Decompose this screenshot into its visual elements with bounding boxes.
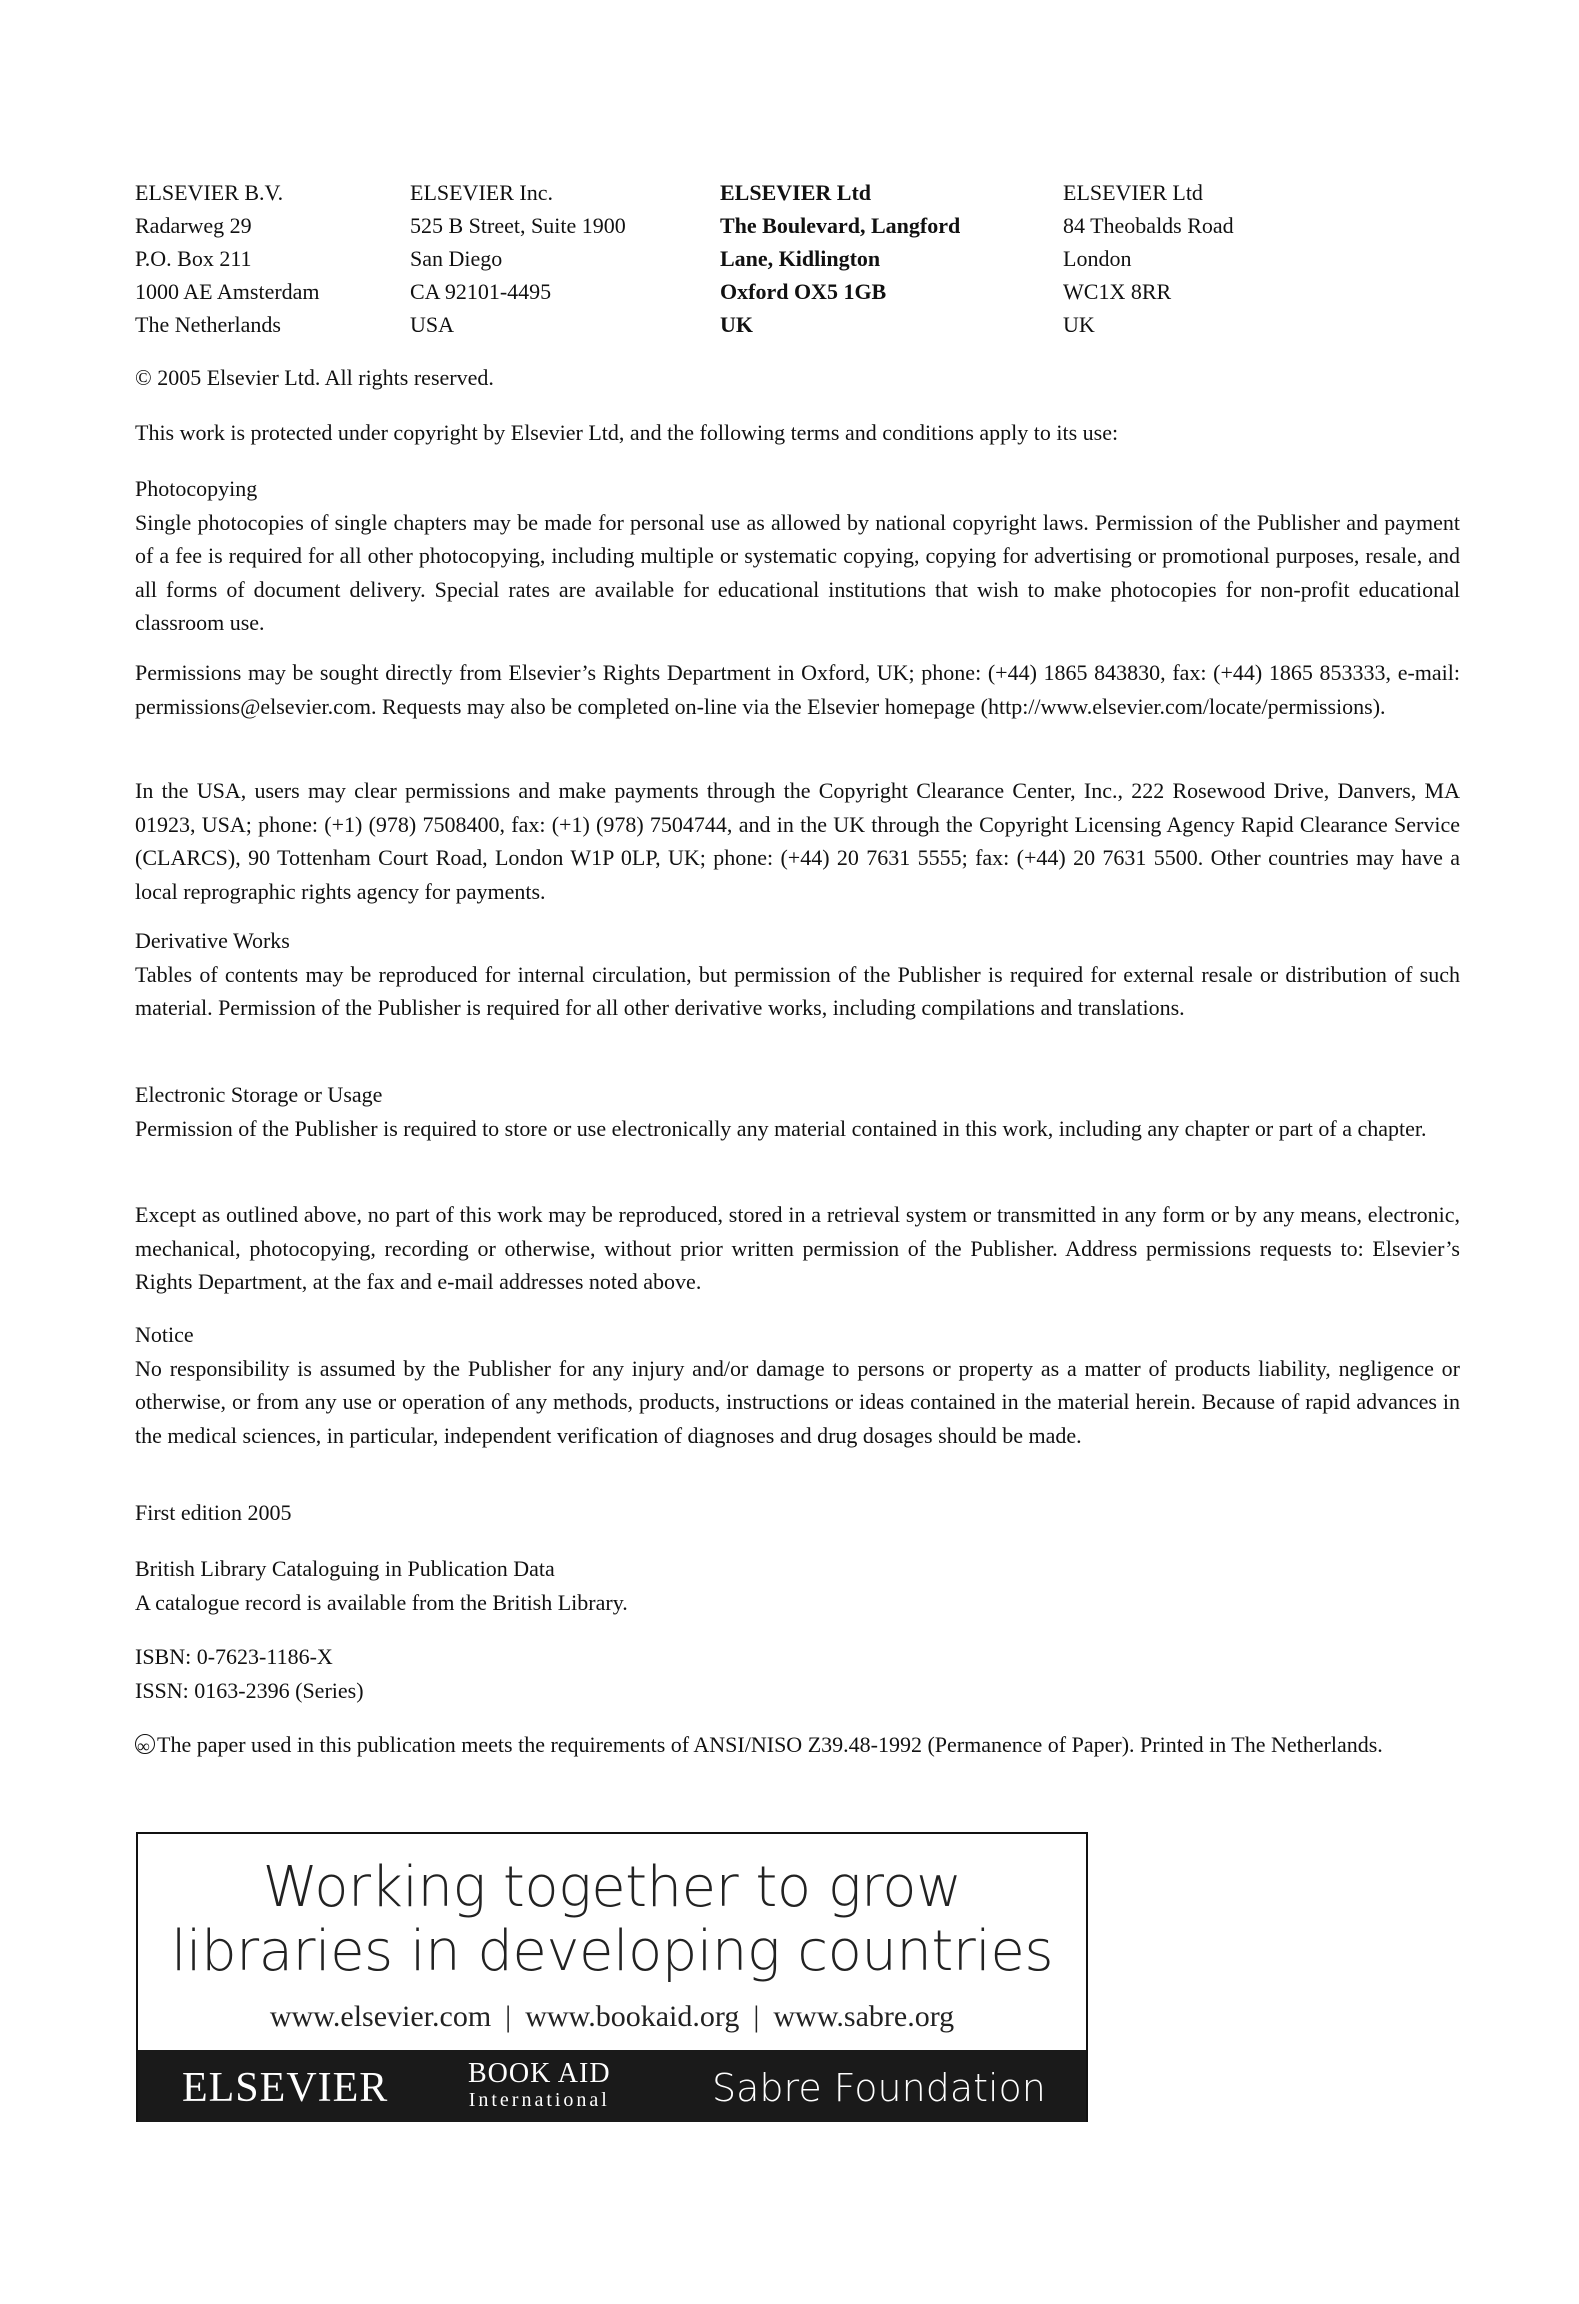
address-line: ELSEVIER Ltd [720,180,872,205]
url-separator: | [753,2000,760,2033]
banner-urls [138,2000,1086,2034]
section-text: Tables of contents may be reproduced for internal circulation, but permission of the Publisher is required for external resale or distribution of such material. Permission of the Publisher is required for all other derivative works, including compilations and translations. [135,961,1460,1020]
address-line: Lane, Kidlington [720,246,881,271]
identifiers [135,1640,1460,1707]
address-amsterdam [135,176,320,341]
elsevier-logo: ELSEVIER [182,2065,389,2111]
section-text: No responsibility is assumed by the Publisher for any injury and/or damage to persons or property as a matter of products liability, negligence or otherwise, or from any use or operation of any methods, products, instructions or ideas contained in the material herein. Because of rapid advances in the medical sciences, in particular, independent verification of diagnoses and drug dosages should be made. [135,1355,1460,1448]
address-line: UK [720,312,753,337]
address-line: Radarweg 29 [135,213,252,238]
derivative-section [135,924,1460,1025]
permanent-paper-icon [135,1734,155,1754]
address-line: 1000 AE Amsterdam [135,279,320,304]
notice-section [135,1318,1460,1452]
isbn: ISBN: 0-7623-1186-X [135,1644,333,1669]
bookaid-logo [468,2060,611,2112]
intro-paragraph: This work is protected under copyright by Elsevier Ltd, and the following terms and conditions apply to its use: [135,420,1119,445]
url-sabre[interactable]: www.sabre.org [773,2000,955,2033]
permissions-paragraph: Permissions may be sought directly from Elsevier’s Rights Department in Oxford, UK; phone: (+44) 1865 843830, fax: (+44) 1865 853333, e-mail: permissions@elsevier.com. Requests may also be completed on-line via the Elsevier homepage (http://www.elsevier.com/locate/permissions). [135,660,1460,719]
address-london [1063,176,1234,341]
address-line: San Diego [410,246,503,271]
cip-line: A catalogue record is available from the British Library. [135,1589,628,1615]
issn: ISSN: 0163-2396 (Series) [135,1677,364,1703]
edition-line: First edition 2005 [135,1500,292,1525]
except-paragraph: Except as outlined above, no part of this work may be reproduced, stored in a retrieval system or transmitted in any form or by any means, electronic, mechanical, photocopying, recording or otherwise, without prior written permission of the Publisher. Address permissions requests to: Elsevier’s Rights Department, at the fax and e-mail addresses noted above. [135,1202,1460,1294]
address-line: ELSEVIER B.V. [135,180,284,205]
address-line: The Netherlands [135,312,281,337]
book-aid-banner [136,1832,1088,2122]
electronic-section [135,1078,1460,1145]
address-line: 84 Theobalds Road [1063,213,1234,238]
address-line: WC1X 8RR [1063,279,1172,304]
address-line: UK [1063,312,1095,337]
copyright-line: © 2005 Elsevier Ltd. All rights reserved. [135,365,494,390]
usa-paragraph: In the USA, users may clear permissions and make payments through the Copyright Clearance Center, Inc., 222 Rosewood Drive, Danvers, MA 01923, USA; phone: (+1) (978) 7508400, fax: (+1) (978) 7504744, and in the UK through the Copyright Licensing Agency Rapid Clearance Service (CLARCS), 90 Tottenham Court Road, London W1P 0LP, UK; phone: (+44) 20 7631 5555; fax: (+44) 20 7631 5500. Other countries may have a local reprographic rights agency for payments. [135,778,1460,904]
address-line: USA [410,312,455,337]
section-heading: Photocopying [135,476,258,501]
address-line: Oxford OX5 1GB [720,279,887,304]
address-line: 525 B Street, Suite 1900 [410,213,626,238]
slogan-line-2: libraries in developing countries [171,1919,1053,1984]
section-heading: Electronic Storage or Usage [135,1082,383,1107]
section-heading: Notice [135,1322,194,1347]
cip-section [135,1552,1460,1619]
url-bookaid[interactable]: www.bookaid.org [525,2000,740,2033]
paper-text: The paper used in this publication meets the requirements of ANSI/NISO Z39.48-1992 (Permanence of Paper). Printed in The Netherlands. [157,1732,1383,1757]
section-heading: Derivative Works [135,928,290,953]
address-line: London [1063,246,1132,271]
section-text: Single photocopies of single chapters may be made for personal use as allowed by national copyright laws. Permission of the Publisher and payment of a fee is required for all other photocopying, including multiple or systematic copying, copying for advertising or promotional purposes, resale, and all forms of document delivery. Special rates are available for educational institutions that wish to make photocopies for non-profit educational classroom use. [135,509,1460,635]
bookaid-logo-subtitle: International [468,2089,610,2111]
address-line: P.O. Box 211 [135,246,252,271]
address-line: CA 92101-4495 [410,279,552,304]
address-line: The Boulevard, Langford [720,213,961,238]
paper-statement [135,1728,1460,1762]
photocopying-section [135,472,1460,640]
banner-top [138,1834,1086,2050]
section-text: Permission of the Publisher is required to store or use electronically any material contained in this work, including any chapter or part of a chapter. [135,1115,1427,1141]
url-separator: | [505,2000,512,2033]
sabre-logo: Sabre Foundation [712,2066,1046,2110]
address-san-diego [410,176,626,341]
address-line: ELSEVIER Ltd [1063,180,1203,205]
slogan-line-1: Working together to grow [262,1855,962,1920]
address-oxford [720,176,960,341]
bookaid-logo-title: BOOK AID [468,2058,611,2089]
cip-line: British Library Cataloguing in Publication Data [135,1556,555,1581]
banner-logos [138,2050,1086,2122]
address-line: ELSEVIER Inc. [410,180,553,205]
url-elsevier[interactable]: www.elsevier.com [269,2000,492,2033]
